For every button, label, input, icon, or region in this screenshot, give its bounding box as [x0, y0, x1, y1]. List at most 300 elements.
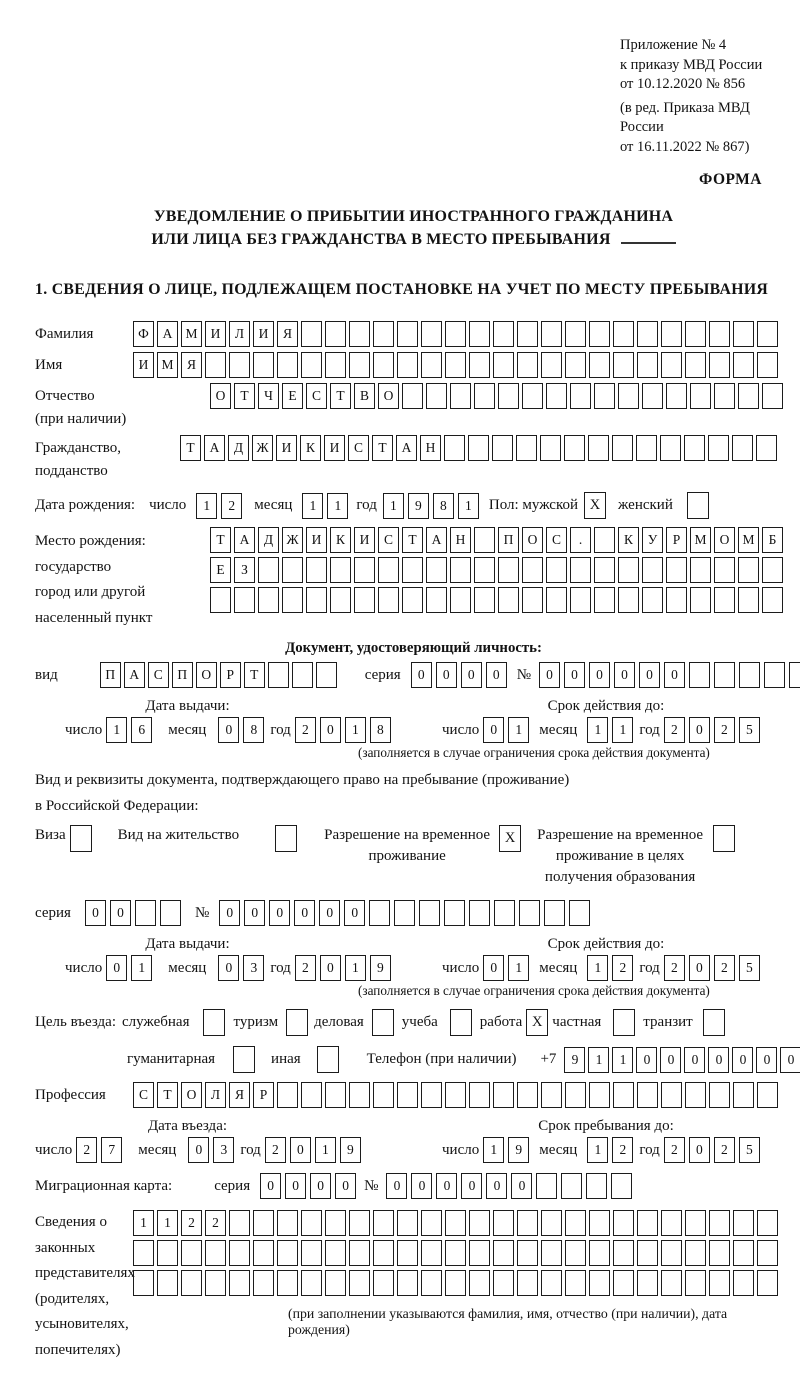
char-cell[interactable] — [690, 557, 711, 583]
char-cell[interactable]: 9 — [564, 1047, 585, 1073]
char-cell[interactable] — [258, 587, 279, 613]
char-cell[interactable]: 0 — [780, 1047, 800, 1073]
char-cell[interactable]: 3 — [213, 1137, 234, 1163]
char-cell[interactable]: 6 — [131, 717, 152, 743]
char-cell[interactable] — [354, 557, 375, 583]
char-cell[interactable] — [565, 1210, 586, 1236]
char-cell[interactable]: 8 — [370, 717, 391, 743]
char-cell[interactable] — [714, 557, 735, 583]
char-cell[interactable] — [685, 1270, 706, 1296]
char-cell[interactable]: 2 — [221, 493, 242, 519]
char-cell[interactable] — [589, 321, 610, 347]
char-cell[interactable] — [397, 321, 418, 347]
char-cell[interactable]: 0 — [614, 662, 635, 688]
char-cell[interactable]: 9 — [370, 955, 391, 981]
char-cell[interactable] — [611, 1173, 632, 1199]
char-cell[interactable]: И — [306, 527, 327, 553]
char-cell[interactable]: И — [324, 435, 345, 461]
char-cell[interactable] — [714, 587, 735, 613]
char-cell[interactable] — [349, 1082, 370, 1108]
char-cell[interactable] — [565, 352, 586, 378]
char-cell[interactable] — [613, 1240, 634, 1266]
char-cell[interactable]: 0 — [320, 717, 341, 743]
char-cell[interactable]: 0 — [461, 662, 482, 688]
char-cell[interactable] — [157, 1270, 178, 1296]
char-cell[interactable]: О — [714, 527, 735, 553]
char-cell[interactable] — [373, 1082, 394, 1108]
char-cell[interactable] — [205, 352, 226, 378]
char-cell[interactable] — [493, 352, 514, 378]
char-cell[interactable] — [445, 1270, 466, 1296]
char-cell[interactable]: Т — [180, 435, 201, 461]
char-cell[interactable]: Д — [258, 527, 279, 553]
char-cell[interactable] — [445, 352, 466, 378]
char-cell[interactable] — [569, 900, 590, 926]
char-cell[interactable] — [666, 383, 687, 409]
char-cell[interactable]: К — [300, 435, 321, 461]
char-cell[interactable]: 1 — [587, 717, 608, 743]
char-cell[interactable] — [282, 557, 303, 583]
char-cell[interactable] — [301, 1210, 322, 1236]
char-cell[interactable] — [757, 1210, 778, 1236]
char-cell[interactable] — [229, 1210, 250, 1236]
char-cell[interactable] — [444, 435, 465, 461]
char-cell[interactable] — [325, 321, 346, 347]
char-cell[interactable]: И — [354, 527, 375, 553]
char-cell[interactable] — [253, 1270, 274, 1296]
char-cell[interactable] — [282, 587, 303, 613]
char-cell[interactable] — [277, 1082, 298, 1108]
char-cell[interactable] — [756, 435, 777, 461]
char-cell[interactable] — [469, 1082, 490, 1108]
char-cell[interactable]: И — [276, 435, 297, 461]
char-cell[interactable] — [733, 1240, 754, 1266]
char-cell[interactable] — [540, 435, 561, 461]
char-cell[interactable]: 0 — [319, 900, 340, 926]
char-cell[interactable]: 0 — [411, 662, 432, 688]
char-cell[interactable]: И — [253, 321, 274, 347]
char-cell[interactable]: М — [157, 352, 178, 378]
char-cell[interactable] — [469, 1240, 490, 1266]
char-cell[interactable]: 9 — [508, 1137, 529, 1163]
char-cell[interactable] — [450, 587, 471, 613]
char-cell[interactable] — [394, 900, 415, 926]
char-cell[interactable]: 8 — [433, 493, 454, 519]
char-cell[interactable] — [498, 557, 519, 583]
char-cell[interactable] — [618, 587, 639, 613]
char-cell[interactable] — [714, 662, 735, 688]
char-cell[interactable] — [160, 900, 181, 926]
char-cell[interactable] — [234, 587, 255, 613]
char-cell[interactable] — [277, 352, 298, 378]
char-cell[interactable] — [397, 1240, 418, 1266]
char-cell[interactable] — [757, 1240, 778, 1266]
char-cell[interactable]: 0 — [106, 955, 127, 981]
char-cell[interactable]: Т — [372, 435, 393, 461]
char-cell[interactable]: 1 — [383, 493, 404, 519]
char-cell[interactable] — [349, 1270, 370, 1296]
char-cell[interactable] — [522, 383, 543, 409]
char-cell[interactable]: 0 — [664, 662, 685, 688]
char-cell[interactable]: 1 — [345, 717, 366, 743]
char-cell[interactable]: 2 — [295, 717, 316, 743]
char-cell[interactable]: 2 — [205, 1210, 226, 1236]
char-cell[interactable]: 0 — [260, 1173, 281, 1199]
purpose-other-checkbox[interactable] — [317, 1046, 339, 1073]
char-cell[interactable] — [762, 383, 783, 409]
char-cell[interactable]: С — [133, 1082, 154, 1108]
char-cell[interactable] — [229, 352, 250, 378]
char-cell[interactable] — [330, 557, 351, 583]
char-cell[interactable] — [561, 1173, 582, 1199]
purpose-study-checkbox[interactable] — [450, 1009, 472, 1036]
char-cell[interactable]: 2 — [76, 1137, 97, 1163]
char-cell[interactable] — [541, 1082, 562, 1108]
char-cell[interactable] — [589, 1210, 610, 1236]
char-cell[interactable]: Ф — [133, 321, 154, 347]
char-cell[interactable]: 9 — [408, 493, 429, 519]
char-cell[interactable]: 5 — [739, 1137, 760, 1163]
char-cell[interactable] — [517, 1210, 538, 1236]
char-cell[interactable] — [301, 352, 322, 378]
char-cell[interactable]: 0 — [436, 662, 457, 688]
char-cell[interactable] — [421, 1210, 442, 1236]
char-cell[interactable] — [637, 1240, 658, 1266]
char-cell[interactable]: 2 — [664, 1137, 685, 1163]
char-cell[interactable]: С — [348, 435, 369, 461]
char-cell[interactable]: 0 — [85, 900, 106, 926]
char-cell[interactable]: 0 — [310, 1173, 331, 1199]
char-cell[interactable]: 0 — [689, 1137, 710, 1163]
char-cell[interactable]: 0 — [483, 717, 504, 743]
char-cell[interactable] — [564, 435, 585, 461]
char-cell[interactable] — [618, 383, 639, 409]
char-cell[interactable] — [642, 383, 663, 409]
char-cell[interactable] — [546, 587, 567, 613]
char-cell[interactable] — [330, 587, 351, 613]
char-cell[interactable] — [685, 1240, 706, 1266]
char-cell[interactable]: 1 — [157, 1210, 178, 1236]
char-cell[interactable] — [570, 557, 591, 583]
char-cell[interactable]: О — [181, 1082, 202, 1108]
char-cell[interactable]: 0 — [539, 662, 560, 688]
char-cell[interactable] — [349, 321, 370, 347]
char-cell[interactable] — [349, 1240, 370, 1266]
sex-male-checkbox[interactable]: X — [584, 492, 606, 519]
char-cell[interactable] — [469, 1210, 490, 1236]
char-cell[interactable]: Е — [210, 557, 231, 583]
char-cell[interactable]: С — [148, 662, 169, 688]
char-cell[interactable]: 1 — [612, 1047, 633, 1073]
char-cell[interactable] — [205, 1240, 226, 1266]
char-cell[interactable]: 2 — [265, 1137, 286, 1163]
char-cell[interactable]: И — [133, 352, 154, 378]
char-cell[interactable] — [541, 1240, 562, 1266]
char-cell[interactable] — [493, 1082, 514, 1108]
char-cell[interactable]: 0 — [483, 955, 504, 981]
char-cell[interactable] — [421, 352, 442, 378]
char-cell[interactable] — [402, 587, 423, 613]
char-cell[interactable]: М — [181, 321, 202, 347]
char-cell[interactable]: 0 — [636, 1047, 657, 1073]
char-cell[interactable] — [253, 1240, 274, 1266]
char-cell[interactable] — [301, 321, 322, 347]
char-cell[interactable] — [426, 557, 447, 583]
char-cell[interactable] — [613, 1270, 634, 1296]
char-cell[interactable] — [133, 1240, 154, 1266]
char-cell[interactable]: 0 — [218, 955, 239, 981]
char-cell[interactable]: О — [522, 527, 543, 553]
char-cell[interactable] — [709, 321, 730, 347]
char-cell[interactable] — [738, 587, 759, 613]
char-cell[interactable] — [757, 321, 778, 347]
char-cell[interactable] — [661, 1240, 682, 1266]
char-cell[interactable] — [738, 557, 759, 583]
char-cell[interactable]: 0 — [386, 1173, 407, 1199]
char-cell[interactable]: 0 — [269, 900, 290, 926]
char-cell[interactable]: 0 — [639, 662, 660, 688]
char-cell[interactable] — [306, 557, 327, 583]
char-cell[interactable]: 1 — [302, 493, 323, 519]
char-cell[interactable] — [594, 557, 615, 583]
char-cell[interactable] — [757, 1270, 778, 1296]
char-cell[interactable] — [373, 1240, 394, 1266]
char-cell[interactable]: 2 — [612, 1137, 633, 1163]
char-cell[interactable] — [637, 1270, 658, 1296]
char-cell[interactable] — [570, 587, 591, 613]
purpose-official-checkbox[interactable] — [203, 1009, 225, 1036]
char-cell[interactable]: О — [196, 662, 217, 688]
char-cell[interactable]: 2 — [295, 955, 316, 981]
char-cell[interactable]: Т — [157, 1082, 178, 1108]
char-cell[interactable]: Д — [228, 435, 249, 461]
char-cell[interactable] — [468, 435, 489, 461]
char-cell[interactable] — [733, 1082, 754, 1108]
char-cell[interactable] — [565, 1082, 586, 1108]
char-cell[interactable]: Я — [277, 321, 298, 347]
char-cell[interactable] — [637, 1210, 658, 1236]
char-cell[interactable]: 0 — [486, 662, 507, 688]
char-cell[interactable] — [373, 352, 394, 378]
char-cell[interactable]: 1 — [315, 1137, 336, 1163]
char-cell[interactable]: К — [618, 527, 639, 553]
char-cell[interactable] — [516, 435, 537, 461]
char-cell[interactable] — [586, 1173, 607, 1199]
char-cell[interactable] — [685, 321, 706, 347]
char-cell[interactable] — [541, 352, 562, 378]
char-cell[interactable] — [594, 527, 615, 553]
char-cell[interactable]: 3 — [243, 955, 264, 981]
char-cell[interactable] — [133, 1270, 154, 1296]
char-cell[interactable]: 0 — [684, 1047, 705, 1073]
char-cell[interactable] — [474, 527, 495, 553]
char-cell[interactable]: 0 — [732, 1047, 753, 1073]
char-cell[interactable]: 8 — [243, 717, 264, 743]
char-cell[interactable] — [789, 662, 800, 688]
char-cell[interactable]: М — [690, 527, 711, 553]
char-cell[interactable] — [492, 435, 513, 461]
char-cell[interactable] — [642, 587, 663, 613]
char-cell[interactable]: А — [204, 435, 225, 461]
char-cell[interactable] — [589, 352, 610, 378]
char-cell[interactable] — [709, 1210, 730, 1236]
char-cell[interactable] — [709, 1082, 730, 1108]
char-cell[interactable] — [469, 900, 490, 926]
char-cell[interactable] — [349, 1210, 370, 1236]
char-cell[interactable] — [733, 1210, 754, 1236]
char-cell[interactable] — [762, 557, 783, 583]
char-cell[interactable] — [546, 557, 567, 583]
char-cell[interactable]: 0 — [219, 900, 240, 926]
purpose-work-checkbox[interactable]: X — [526, 1009, 548, 1036]
char-cell[interactable] — [181, 1240, 202, 1266]
char-cell[interactable]: 2 — [714, 1137, 735, 1163]
char-cell[interactable] — [397, 1210, 418, 1236]
char-cell[interactable] — [637, 1082, 658, 1108]
char-cell[interactable] — [258, 557, 279, 583]
char-cell[interactable]: У — [642, 527, 663, 553]
char-cell[interactable]: Л — [229, 321, 250, 347]
char-cell[interactable] — [588, 435, 609, 461]
char-cell[interactable]: 1 — [588, 1047, 609, 1073]
char-cell[interactable] — [685, 352, 706, 378]
char-cell[interactable] — [546, 383, 567, 409]
char-cell[interactable]: О — [210, 383, 231, 409]
char-cell[interactable]: Т — [330, 383, 351, 409]
char-cell[interactable]: 0 — [294, 900, 315, 926]
char-cell[interactable] — [661, 1210, 682, 1236]
char-cell[interactable] — [757, 352, 778, 378]
char-cell[interactable] — [517, 352, 538, 378]
char-cell[interactable] — [739, 662, 760, 688]
char-cell[interactable]: 0 — [689, 717, 710, 743]
char-cell[interactable]: 1 — [345, 955, 366, 981]
char-cell[interactable] — [402, 557, 423, 583]
char-cell[interactable] — [570, 383, 591, 409]
char-cell[interactable] — [378, 557, 399, 583]
char-cell[interactable] — [349, 352, 370, 378]
char-cell[interactable]: 1 — [458, 493, 479, 519]
char-cell[interactable]: 0 — [486, 1173, 507, 1199]
char-cell[interactable]: 0 — [564, 662, 585, 688]
char-cell[interactable] — [690, 383, 711, 409]
char-cell[interactable]: М — [738, 527, 759, 553]
char-cell[interactable] — [666, 587, 687, 613]
char-cell[interactable]: 1 — [612, 717, 633, 743]
char-cell[interactable] — [397, 1270, 418, 1296]
char-cell[interactable]: Р — [666, 527, 687, 553]
char-cell[interactable] — [637, 321, 658, 347]
char-cell[interactable] — [229, 1240, 250, 1266]
char-cell[interactable] — [316, 662, 337, 688]
char-cell[interactable]: Н — [420, 435, 441, 461]
char-cell[interactable] — [469, 321, 490, 347]
char-cell[interactable] — [445, 1210, 466, 1236]
char-cell[interactable] — [378, 587, 399, 613]
char-cell[interactable] — [325, 1082, 346, 1108]
char-cell[interactable]: 1 — [327, 493, 348, 519]
char-cell[interactable] — [493, 1270, 514, 1296]
char-cell[interactable] — [277, 1240, 298, 1266]
char-cell[interactable] — [205, 1270, 226, 1296]
char-cell[interactable]: Е — [282, 383, 303, 409]
char-cell[interactable] — [445, 321, 466, 347]
char-cell[interactable]: Б — [762, 527, 783, 553]
char-cell[interactable]: 1 — [196, 493, 217, 519]
char-cell[interactable] — [210, 587, 231, 613]
char-cell[interactable]: 0 — [708, 1047, 729, 1073]
char-cell[interactable] — [469, 352, 490, 378]
char-cell[interactable] — [714, 383, 735, 409]
char-cell[interactable]: Р — [220, 662, 241, 688]
char-cell[interactable]: 0 — [290, 1137, 311, 1163]
char-cell[interactable] — [589, 1240, 610, 1266]
char-cell[interactable] — [762, 587, 783, 613]
char-cell[interactable] — [541, 321, 562, 347]
char-cell[interactable]: Ж — [282, 527, 303, 553]
char-cell[interactable] — [306, 587, 327, 613]
char-cell[interactable] — [373, 1270, 394, 1296]
char-cell[interactable] — [397, 1082, 418, 1108]
char-cell[interactable]: Ж — [252, 435, 273, 461]
char-cell[interactable]: 1 — [587, 1137, 608, 1163]
char-cell[interactable]: 1 — [131, 955, 152, 981]
char-cell[interactable] — [733, 352, 754, 378]
char-cell[interactable]: Т — [234, 383, 255, 409]
char-cell[interactable]: 1 — [133, 1210, 154, 1236]
char-cell[interactable]: 2 — [181, 1210, 202, 1236]
char-cell[interactable] — [493, 321, 514, 347]
char-cell[interactable] — [135, 900, 156, 926]
char-cell[interactable]: 0 — [436, 1173, 457, 1199]
char-cell[interactable] — [613, 321, 634, 347]
char-cell[interactable] — [709, 352, 730, 378]
char-cell[interactable]: 0 — [188, 1137, 209, 1163]
char-cell[interactable]: П — [172, 662, 193, 688]
char-cell[interactable] — [426, 383, 447, 409]
char-cell[interactable] — [709, 1240, 730, 1266]
char-cell[interactable] — [738, 383, 759, 409]
char-cell[interactable] — [493, 1210, 514, 1236]
char-cell[interactable]: 1 — [106, 717, 127, 743]
char-cell[interactable] — [421, 321, 442, 347]
char-cell[interactable]: 0 — [756, 1047, 777, 1073]
char-cell[interactable]: 0 — [689, 955, 710, 981]
char-cell[interactable] — [666, 557, 687, 583]
char-cell[interactable]: 0 — [461, 1173, 482, 1199]
char-cell[interactable]: О — [378, 383, 399, 409]
char-cell[interactable]: 0 — [218, 717, 239, 743]
char-cell[interactable]: Т — [210, 527, 231, 553]
char-cell[interactable] — [402, 383, 423, 409]
char-cell[interactable]: 2 — [612, 955, 633, 981]
char-cell[interactable]: 1 — [508, 717, 529, 743]
char-cell[interactable]: 9 — [340, 1137, 361, 1163]
char-cell[interactable] — [325, 352, 346, 378]
char-cell[interactable] — [419, 900, 440, 926]
char-cell[interactable]: 0 — [285, 1173, 306, 1199]
char-cell[interactable]: К — [330, 527, 351, 553]
sex-female-checkbox[interactable] — [687, 492, 709, 519]
char-cell[interactable]: А — [396, 435, 417, 461]
char-cell[interactable] — [493, 1240, 514, 1266]
char-cell[interactable]: А — [426, 527, 447, 553]
char-cell[interactable] — [685, 1082, 706, 1108]
char-cell[interactable]: 5 — [739, 955, 760, 981]
char-cell[interactable]: 0 — [511, 1173, 532, 1199]
char-cell[interactable]: 7 — [101, 1137, 122, 1163]
char-cell[interactable] — [519, 900, 540, 926]
